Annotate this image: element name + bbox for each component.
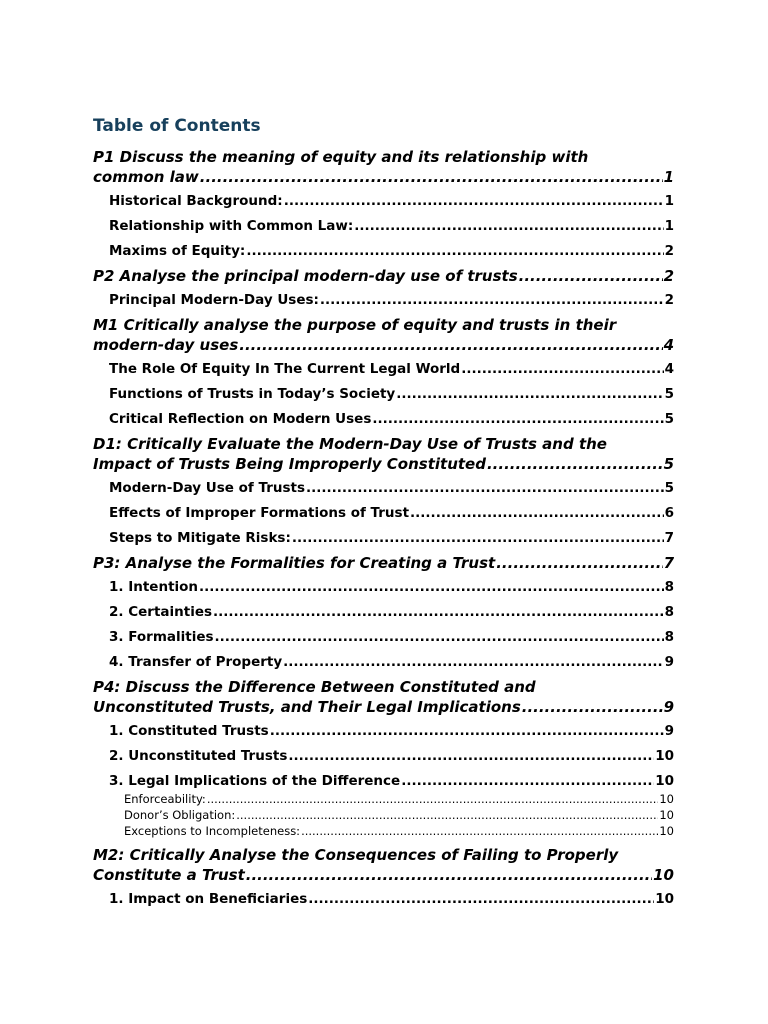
toc-entry-label: Effects of Improper Formations of Trust xyxy=(109,505,410,521)
dot-leader xyxy=(292,528,664,548)
page-number: 10 xyxy=(655,891,674,907)
page-number: 10 xyxy=(659,808,674,822)
toc-entry[interactable] xyxy=(93,577,674,597)
toc-entry-label: 3. Formalities xyxy=(109,629,214,645)
toc-entry-label: The Role Of Equity In The Current Legal World xyxy=(109,361,461,377)
toc-entry-label: Enforceability: xyxy=(124,792,206,806)
page-number: 5 xyxy=(664,386,674,402)
page-number: 1 xyxy=(663,168,674,186)
toc-entry[interactable] xyxy=(93,384,674,404)
dot-leader xyxy=(213,602,664,622)
page-number: 1 xyxy=(664,218,674,234)
page-number: 1 xyxy=(664,193,674,209)
dot-leader xyxy=(246,241,663,261)
page-number: 2 xyxy=(664,292,674,308)
toc-entry-label: P2 Analyse the principal modern-day use of trusts xyxy=(93,267,518,285)
page-number: 10 xyxy=(655,773,674,789)
toc-entry-line1: P4: Discuss the Difference Between Constituted and xyxy=(93,678,536,696)
toc-entry-label: 1. Intention xyxy=(109,579,199,595)
toc-entry-label: common law xyxy=(93,168,199,186)
toc-entry[interactable] xyxy=(93,241,674,261)
toc-entry[interactable] xyxy=(93,746,674,766)
toc-entry-d1[interactable] xyxy=(93,434,674,474)
dot-leader xyxy=(215,627,664,647)
toc-entry[interactable] xyxy=(93,807,674,823)
toc-entry-line1: M2: Critically Analyse the Consequences of Failing to Properly xyxy=(93,846,619,864)
toc-entry-label: modern-day uses xyxy=(93,336,239,354)
toc-entry[interactable] xyxy=(93,771,674,791)
toc-title: Table of Contents xyxy=(93,116,261,136)
dot-leader xyxy=(301,823,658,839)
page-number: 9 xyxy=(663,698,674,716)
page-number: 5 xyxy=(664,411,674,427)
toc-entry[interactable] xyxy=(93,602,674,622)
toc-entry-label: 1. Impact on Beneficiaries xyxy=(109,891,308,907)
toc-entry-label: 3. Legal Implications of the Difference xyxy=(109,773,401,789)
toc-entry-m1[interactable] xyxy=(93,315,674,355)
dot-leader xyxy=(236,807,658,823)
toc-entry-label: 1. Constituted Trusts xyxy=(109,723,269,739)
toc-entry[interactable] xyxy=(93,823,674,839)
dot-leader xyxy=(519,266,663,286)
dot-leader xyxy=(396,384,663,404)
toc-entry[interactable] xyxy=(93,889,674,909)
toc-entry[interactable] xyxy=(93,791,674,807)
page-number: 10 xyxy=(659,824,674,838)
dot-leader xyxy=(401,771,654,791)
toc-entry-label: P3: Analyse the Formalities for Creating a Trust xyxy=(93,554,496,572)
toc-entry-label: Unconstituted Trusts, and Their Legal Implications xyxy=(93,698,521,716)
toc-entry[interactable] xyxy=(93,721,674,741)
toc-entry-line1: D1: Critically Evaluate the Modern-Day Use of Trusts and the xyxy=(93,435,607,453)
toc-entry-label: Functions of Trusts in Today’s Society xyxy=(109,386,396,402)
toc-entry-label: 2. Unconstituted Trusts xyxy=(109,748,288,764)
toc-entry-label: Historical Background: xyxy=(109,193,283,209)
toc-entry-label: 4. Transfer of Property xyxy=(109,654,283,670)
page-number: 6 xyxy=(664,505,674,521)
dot-leader xyxy=(246,865,652,885)
page-number: 5 xyxy=(663,455,674,473)
toc-entry-label: Steps to Mitigate Risks: xyxy=(109,530,291,546)
page-number: 4 xyxy=(663,336,674,354)
toc-entry[interactable] xyxy=(93,216,674,236)
page-number: 7 xyxy=(663,554,674,572)
toc-entry-line1: P1 Discuss the meaning of equity and its relationship with xyxy=(93,148,589,166)
toc-entry-line1: M1 Critically analyse the purpose of equity and trusts in their xyxy=(93,316,617,334)
toc-entry-p2[interactable] xyxy=(93,266,674,286)
toc-entry[interactable] xyxy=(93,503,674,523)
dot-leader xyxy=(288,746,654,766)
toc-entry-label: 2. Certainties xyxy=(109,604,213,620)
toc-entry[interactable] xyxy=(93,478,674,498)
dot-leader xyxy=(372,409,663,429)
page-number: 8 xyxy=(664,629,674,645)
dot-leader xyxy=(283,652,663,672)
toc-entry[interactable] xyxy=(93,528,674,548)
page-number: 8 xyxy=(664,604,674,620)
dot-leader xyxy=(354,216,663,236)
page-number: 4 xyxy=(664,361,674,377)
toc-entry-label: Maxims of Equity: xyxy=(109,243,246,259)
toc-entry-label: Principal Modern-Day Uses: xyxy=(109,292,319,308)
dot-leader xyxy=(270,721,664,741)
toc-entry[interactable] xyxy=(93,191,674,211)
page-number: 8 xyxy=(664,579,674,595)
dot-leader xyxy=(461,359,663,379)
toc-entry-p3[interactable] xyxy=(93,553,674,573)
dot-leader xyxy=(207,791,659,807)
dot-leader xyxy=(200,167,663,187)
page-number: 7 xyxy=(664,530,674,546)
toc-entry-m2[interactable] xyxy=(93,845,674,885)
dot-leader xyxy=(306,478,664,498)
page-number: 5 xyxy=(664,480,674,496)
dot-leader xyxy=(410,503,664,523)
toc-entry-label: Donor’s Obligation: xyxy=(124,808,236,822)
dot-leader xyxy=(284,191,664,211)
document-page xyxy=(93,113,674,914)
page-number: 10 xyxy=(655,748,674,764)
dot-leader xyxy=(239,335,662,355)
toc-entry[interactable] xyxy=(93,627,674,647)
dot-leader xyxy=(522,697,663,717)
toc-entry-p4[interactable] xyxy=(93,677,674,717)
toc-entry[interactable] xyxy=(93,409,674,429)
page-number: 10 xyxy=(659,792,674,806)
toc-entry-label: Impact of Trusts Being Improperly Constituted xyxy=(93,455,486,473)
dot-leader xyxy=(496,553,662,573)
dot-leader xyxy=(487,454,663,474)
page-number: 10 xyxy=(653,866,674,884)
toc-entry[interactable] xyxy=(93,290,674,310)
page-number: 9 xyxy=(664,654,674,670)
dot-leader xyxy=(320,290,664,310)
toc-entry[interactable] xyxy=(93,652,674,672)
page-number: 2 xyxy=(663,267,674,285)
page-number: 2 xyxy=(664,243,674,259)
toc-entry-label: Relationship with Common Law: xyxy=(109,218,354,234)
toc-entry-label: Critical Reflection on Modern Uses xyxy=(109,411,372,427)
dot-leader xyxy=(199,577,664,597)
toc-entry-label: Constitute a Trust xyxy=(93,866,245,884)
toc-entry[interactable] xyxy=(93,359,674,379)
page-number: 9 xyxy=(664,723,674,739)
toc-entry-p1[interactable] xyxy=(93,147,674,187)
toc-entry-label: Exceptions to Incompleteness: xyxy=(124,824,301,838)
dot-leader xyxy=(308,889,654,909)
toc-entry-label: Modern-Day Use of Trusts xyxy=(109,480,306,496)
